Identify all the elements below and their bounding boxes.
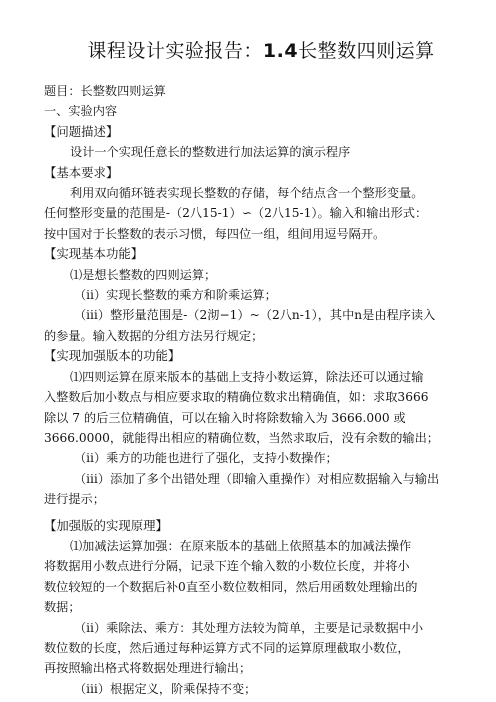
text-line: 进行提示； xyxy=(44,492,105,507)
text-line: （ⅱ）乘除法、乘方：其处理方法较为简单，主要是记录数据中小 xyxy=(74,620,424,635)
text-line: 一、实验内容 xyxy=(44,104,118,119)
section-heading: 【问题描述】 xyxy=(44,123,119,139)
text-line: 按中国对于长整数的表示习惯，每四位一组，组间用逗号隔开。 xyxy=(44,226,386,241)
text-line: 设计一个实现任意长的整数进行加法运算的演示程序 xyxy=(70,145,351,160)
text-line: 数位数的长度，然后通过每种运算方式不同的运算原理截取小数位， xyxy=(44,640,410,655)
text-line: ⑴四则运算在原来版本的基础上支持小数运算，除法还可以通过输 xyxy=(70,369,424,384)
text-line: 题目：长整数四则运算 xyxy=(44,84,166,98)
section-heading: 【基本要求】 xyxy=(44,164,119,180)
text-line: ⑴加减法运算加强：在原来版本的基础上依照基本的加减法操作 xyxy=(70,538,412,553)
text-line: （ⅱ）乘方的功能也进行了强化，支持小数操作； xyxy=(74,451,338,466)
text-line: （ⅱ）实现长整数的乘方和阶乘运算； xyxy=(74,288,277,303)
section-heading: 【加强版的实现原理】 xyxy=(44,517,168,533)
text-line: 再按照输出格式将数据处理进行输出； xyxy=(44,661,252,676)
text-line: （ⅲ）整形量范围是-（2沏−1）~（2八n-1），其中n是由程序读入 xyxy=(74,308,436,323)
document-body xyxy=(44,81,478,699)
text-line: 数位较短的一个数据后补0直至小数位数相同，然后用函数处理输出的 xyxy=(44,579,418,594)
text-line: 3666.0000，就能得出相应的精确位数，当然求取后，没有余数的输出； xyxy=(44,430,439,445)
text-line: 入整数后加小数点与相应要求取的精确位数求出精确值，如：求取3666 xyxy=(44,390,429,405)
title-suffix: 长整数四则运算 xyxy=(298,40,435,62)
text-line: （ⅲ）添加了多个出错处理（即输入重操作）对相应数据输入与输出 xyxy=(74,471,440,486)
document-title xyxy=(44,36,478,63)
text-line: 的参量。输入数据的分组方法另行规定； xyxy=(44,328,264,343)
text-line: 利用双向循环链表实现长整数的存储，每个结点含一个整形变量。 xyxy=(70,186,424,201)
text-line: （ⅲ）根据定义，阶乘保持不变； xyxy=(74,681,257,696)
title-number: 1.4 xyxy=(262,40,299,62)
text-line: 数据； xyxy=(44,600,81,615)
text-line: ⑴是想长整数的四则运算； xyxy=(70,267,217,282)
text-line: 任何整形变量的范围是-（2八15-1）∽（2八15-1）。输入和输出形式： xyxy=(44,206,428,221)
text-line: 将数据用小数点进行分隔，记录下连个输入数的小数位长度，并将小 xyxy=(44,559,410,574)
section-heading: 【实现基本功能】 xyxy=(44,246,144,262)
text-line: 除以 7 的后三位精确值，可以在输入时将除数输入为 3666.000 或 xyxy=(44,410,406,425)
section-heading: 【实现加强版本的功能】 xyxy=(44,348,181,364)
title-prefix: 课程设计实验报告： xyxy=(87,40,263,62)
